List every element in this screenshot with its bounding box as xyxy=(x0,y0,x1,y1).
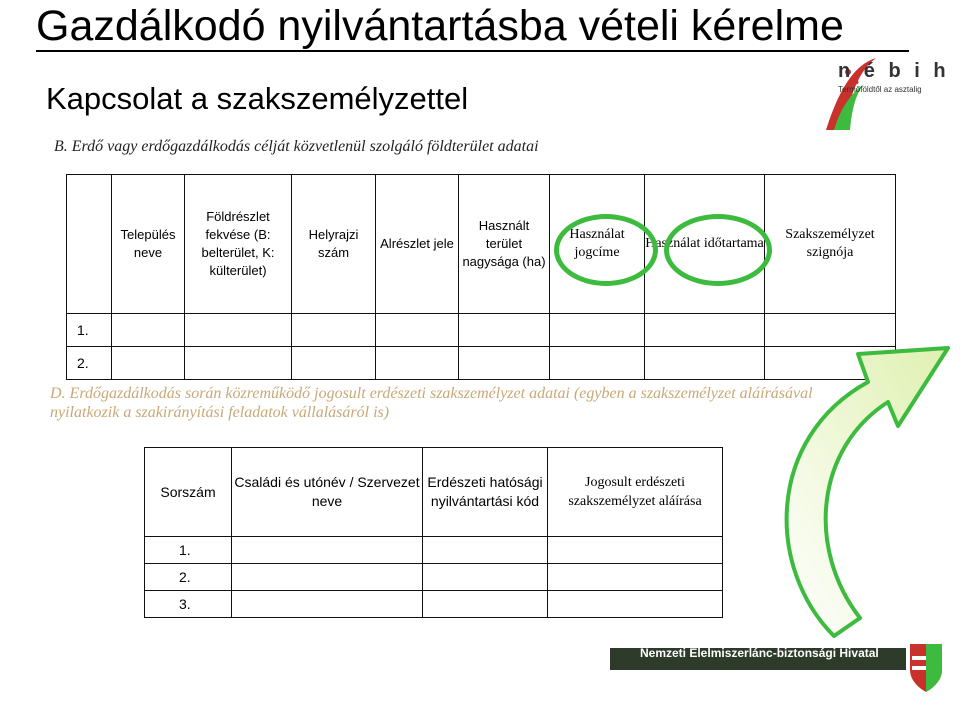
section-d-heading: D. Erdőgazdálkodás során közreműködő jogosult erdészeti szakszemélyzet adatai (egyben a szakszemélyzet aláírásával nyilatkozik a szakirányítási feladatok vállalásáról is) xyxy=(50,385,813,421)
curved-arrow-icon xyxy=(772,318,960,648)
table-cell[interactable] xyxy=(550,347,645,380)
table-cell[interactable] xyxy=(376,347,459,380)
column-header: Helyrajzi szám xyxy=(292,175,376,314)
table-cell[interactable] xyxy=(423,591,548,618)
table-cell[interactable] xyxy=(112,347,185,380)
column-header: Szakszemélyzet szignója xyxy=(765,175,896,314)
column-header: Jogosult erdészeti szakszemélyzet aláírása xyxy=(548,448,723,537)
column-header: Sorszám xyxy=(145,448,232,537)
row-number: 1. xyxy=(67,314,112,347)
table-cell[interactable] xyxy=(459,314,550,347)
column-header: Erdészeti hatósági nyilvántartási kód xyxy=(423,448,548,537)
page-title: Gazdálkodó nyilvántartásba vételi kérelme xyxy=(36,2,844,50)
table-header-row xyxy=(67,175,896,314)
table-cell[interactable] xyxy=(423,537,548,564)
row-number: 2. xyxy=(145,564,232,591)
table-cell[interactable] xyxy=(292,347,376,380)
table-row xyxy=(145,564,723,591)
column-header: Használt terület nagysága (ha) xyxy=(459,175,550,314)
table-cell[interactable] xyxy=(423,564,548,591)
column-header: Használat jogcíme xyxy=(550,175,645,314)
table-cell[interactable] xyxy=(645,314,765,347)
column-header: Település neve xyxy=(112,175,185,314)
table-cell[interactable] xyxy=(550,314,645,347)
title-divider xyxy=(36,50,909,52)
table-cell[interactable] xyxy=(112,314,185,347)
row-number: 1. xyxy=(145,537,232,564)
table-cell[interactable] xyxy=(548,564,723,591)
table-cell[interactable] xyxy=(292,314,376,347)
table-row xyxy=(145,537,723,564)
table-cell[interactable] xyxy=(232,591,423,618)
table-cell[interactable] xyxy=(459,347,550,380)
table-cell[interactable] xyxy=(376,314,459,347)
table-header-blank xyxy=(67,175,112,314)
page-subtitle: Kapcsolat a szakszemélyzettel xyxy=(46,81,469,116)
table-cell[interactable] xyxy=(185,314,292,347)
section-b-heading: B. Erdő vagy erdőgazdálkodás célját közvetlenül szolgáló földterület adatai xyxy=(54,138,539,155)
forestry-staff-table xyxy=(144,447,723,618)
logo-wordmark: n é b i h xyxy=(838,60,950,82)
column-header: Családi és utónév / Szervezet neve xyxy=(232,448,423,537)
table-cell[interactable] xyxy=(548,537,723,564)
column-header: Földrészlet fekvése (B: belterület, K: külterület) xyxy=(185,175,292,314)
table-cell[interactable] xyxy=(185,347,292,380)
table-row xyxy=(145,591,723,618)
table-cell[interactable] xyxy=(548,591,723,618)
footer-title: Nemzeti Élelmiszerlánc-biztonsági Hivatal xyxy=(640,646,879,660)
table-header-row xyxy=(145,448,723,537)
logo-tagline: Termőföldtől az asztalig xyxy=(838,85,922,94)
column-header: Alrészlet jele xyxy=(376,175,459,314)
table-cell[interactable] xyxy=(645,347,765,380)
row-number: 2. xyxy=(67,347,112,380)
table-cell[interactable] xyxy=(232,537,423,564)
row-number: 3. xyxy=(145,591,232,618)
table-cell[interactable] xyxy=(232,564,423,591)
column-header: Használat időtartama xyxy=(645,175,765,314)
